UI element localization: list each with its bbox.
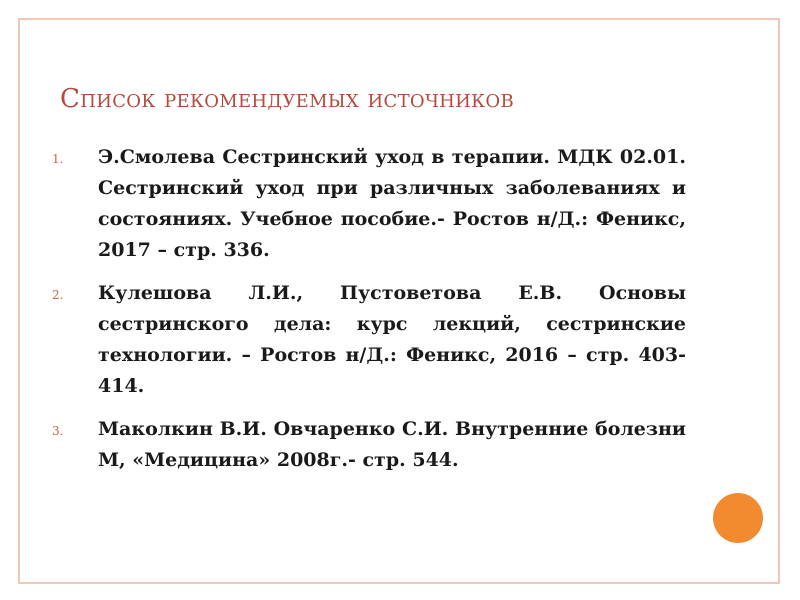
list-item-text: Э.Смолева Сестринский уход в терапии. МДК 02.01. Сестринский уход при различных заболеваниях и состояниях. Учебное пособие.- Ростов н/Д.: Феникс, 2017 – стр. 336. (98, 146, 686, 261)
list-item-text: Кулешова Л.И., Пустоветова Е.В. Основы сестринского дела: курс лекций, сестринские технологии. – Ростов н/Д.: Феникс, 2016 – стр. 403-414. (98, 282, 686, 397)
decorative-circle (713, 493, 763, 543)
list-item-text: Маколкин В.И. Овчаренко С.И. Внутренние болезни М, «Медицина» 2008г.- стр. 544. (98, 418, 686, 471)
list-item-number: 1. (52, 152, 64, 166)
list-item (52, 278, 686, 402)
list-item-number: 2. (52, 288, 64, 302)
source-list (52, 142, 686, 488)
slide-title: Список рекомендуемых источников (60, 84, 514, 114)
list-item (52, 414, 686, 476)
list-item-number: 3. (52, 424, 64, 438)
list-item (52, 142, 686, 266)
